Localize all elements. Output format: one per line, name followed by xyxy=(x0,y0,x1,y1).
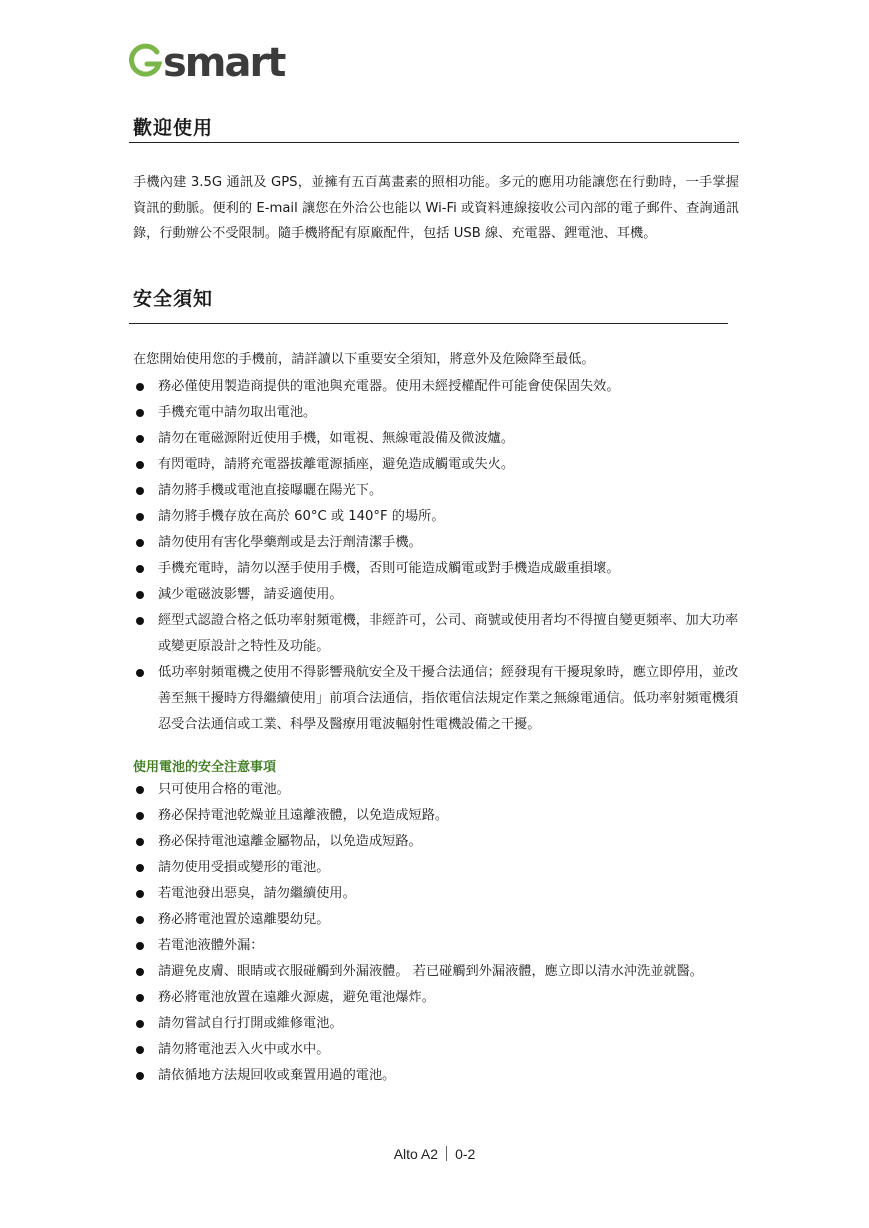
footer-model: Alto A2 xyxy=(393,1146,439,1162)
bullet-icon xyxy=(136,942,144,950)
list-item: 請避免皮膚、眼睛或衣服碰觸到外漏液體。 若已碰觸到外漏液體，應立即以清水沖洗並就醫。 xyxy=(133,959,741,985)
list-item: 請勿在電磁源附近使用手機，如電視、無線電設備及微波爐。 xyxy=(133,426,741,452)
page-footer xyxy=(0,1146,869,1162)
bullet-icon xyxy=(136,591,144,599)
footer-page-number: 0-2 xyxy=(455,1146,476,1162)
bullet-icon xyxy=(136,838,144,846)
bullet-icon xyxy=(136,916,144,924)
list-item: 務必將電池置於遠離嬰幼兒。 xyxy=(133,907,741,933)
bullet-icon xyxy=(136,513,144,521)
bullet-icon xyxy=(136,383,144,391)
battery-list xyxy=(133,777,741,1089)
bullet-icon xyxy=(136,539,144,547)
bullet-icon xyxy=(136,461,144,469)
bullet-icon xyxy=(136,565,144,573)
bullet-icon xyxy=(136,617,144,625)
welcome-heading: 歡迎使用 xyxy=(133,117,214,139)
welcome-divider xyxy=(129,142,739,143)
svg-text:smart: smart xyxy=(163,40,285,82)
bullet-icon xyxy=(136,1072,144,1080)
list-item: 只可使用合格的電池。 xyxy=(133,777,741,803)
list-item: 務必保持電池遠離金屬物品，以免造成短路。 xyxy=(133,829,741,855)
list-item: 請依循地方法規回收或棄置用過的電池。 xyxy=(133,1063,741,1089)
safety-list xyxy=(133,374,741,738)
list-item: 減少電磁波影響，請妥適使用。 xyxy=(133,582,741,608)
bullet-icon xyxy=(136,1046,144,1054)
bullet-icon xyxy=(136,994,144,1002)
list-item: 低功率射頻電機之使用不得影響飛航安全及干擾合法通信；經發現有干擾現象時，應立即停用，並改善至無干擾時方得繼續使用」前項合法通信，指依電信法規定作業之無線電通信。低功率射頻電機須忍受合法通信或工業、科學及醫療用電波輻射性電機設備之干擾。 xyxy=(133,660,741,738)
list-item: 務必將電池放置在遠離火源處，避免電池爆炸。 xyxy=(133,985,741,1011)
list-item: 經型式認證合格之低功率射頻電機，非經許可，公司、商號或使用者均不得擅自變更頻率、加大功率或變更原設計之特性及功能。 xyxy=(133,608,741,660)
bullet-icon xyxy=(136,1020,144,1028)
safety-heading: 安全須知 xyxy=(133,288,214,310)
list-item: 請勿將電池丟入火中或水中。 xyxy=(133,1037,741,1063)
list-item: 若電池液體外漏： xyxy=(133,933,741,959)
list-item: 有閃電時，請將充電器拔離電源插座，避免造成觸電或失火。 xyxy=(133,452,741,478)
list-item: 請勿使用受損或變形的電池。 xyxy=(133,855,741,881)
list-item: 務必僅使用製造商提供的電池與充電器。使用未經授權配件可能會使保固失效。 xyxy=(133,374,741,400)
bullet-icon xyxy=(136,435,144,443)
list-item: 務必保持電池乾燥並且遠離液體，以免造成短路。 xyxy=(133,803,741,829)
bullet-icon xyxy=(136,864,144,872)
list-item: 請勿將手機或電池直接曝曬在陽光下。 xyxy=(133,478,741,504)
list-item: 請勿使用有害化學藥劑或是去汙劑清潔手機。 xyxy=(133,530,741,556)
safety-divider xyxy=(129,323,728,324)
bullet-icon xyxy=(136,786,144,794)
list-item: 手機充電中請勿取出電池。 xyxy=(133,400,741,426)
list-item: 若電池發出惡臭，請勿繼續使用。 xyxy=(133,881,741,907)
safety-intro: 在您開始使用您的手機前，請詳讀以下重要安全須知，將意外及危險降至最低。 xyxy=(133,352,595,367)
bullet-icon xyxy=(136,890,144,898)
bullet-icon xyxy=(136,669,144,677)
bullet-icon xyxy=(136,487,144,495)
list-item: 請勿嘗試自行打開或維修電池。 xyxy=(133,1011,741,1037)
bullet-icon xyxy=(136,812,144,820)
list-item: 請勿將手機存放在高於 60°C 或 140°F 的場所。 xyxy=(133,504,741,530)
bullet-icon xyxy=(136,409,144,417)
list-item: 手機充電時，請勿以溼手使用手機，否則可能造成觸電或對手機造成嚴重損壞。 xyxy=(133,556,741,582)
bullet-icon xyxy=(136,968,144,976)
battery-heading: 使用電池的安全注意事項 xyxy=(133,760,277,775)
gsmart-logo xyxy=(129,40,297,82)
footer-separator xyxy=(446,1146,447,1161)
welcome-paragraph: 手機內建 3.5G 通訊及 GPS，並擁有五百萬畫素的照相功能。多元的應用功能讓您在行動時，一手掌握資訊的動脈。便利的 E-mail 讓您在外洽公也能以 Wi-Fi 或資料連線接收公司內部的電子郵件、查詢通訊錄，行動辦公不受限制。隨手機將配有原廠配件，包括 USB 線、充電器、鋰電池、耳機。 xyxy=(133,175,739,241)
